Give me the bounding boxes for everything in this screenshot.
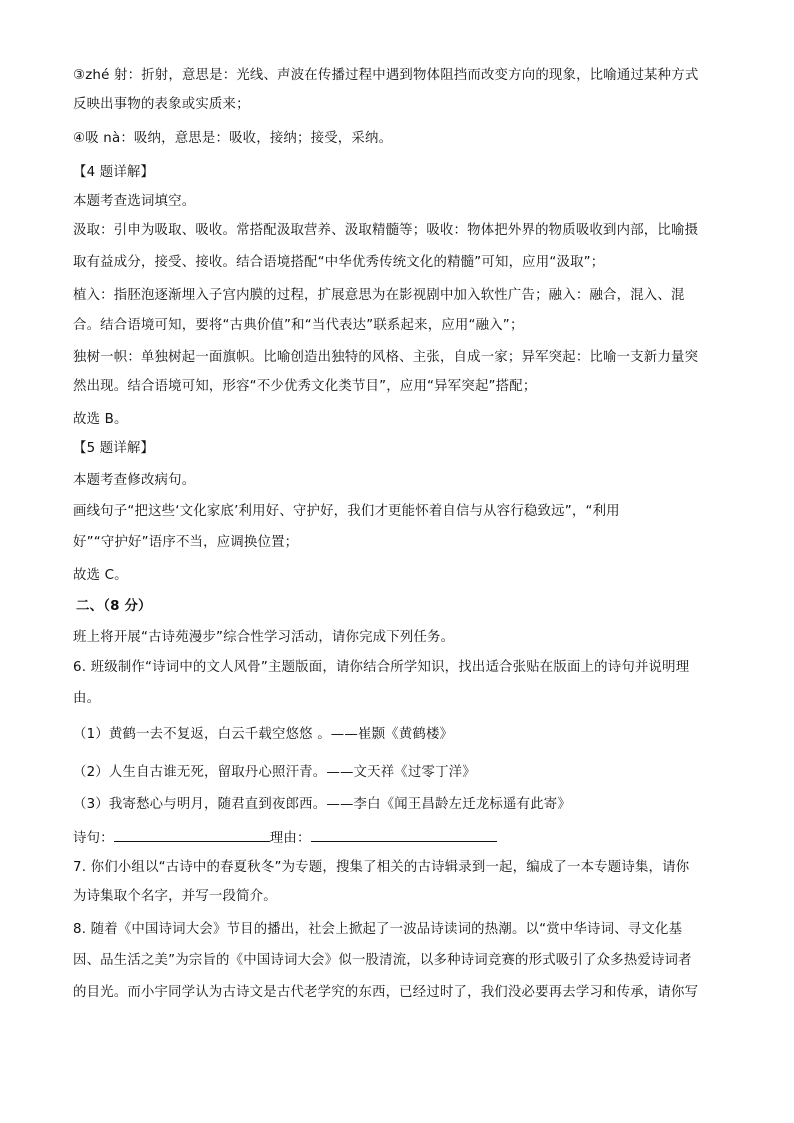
text-line: ③zhé 射：折射，意思是：光线、声波在传播过程中遇到物体阻挡而改变方向的现象，比喻通过某种方式 [73,68,699,83]
text-line: 故选 C。 [73,568,128,583]
text-line: 反映出事物的表象或实质来； [73,97,250,112]
text-line: 班上将开展“古诗苑漫步”综合性学习活动，请你完成下列任务。 [73,630,455,645]
poem-answer-blank[interactable] [114,826,270,842]
text-line: 然出现。结合语境可知，形容“不少优秀文化类节目”，应用“异军突起”搭配； [73,379,537,394]
question-text: 7. 你们小组以“古诗中的春夏秋冬”为专题，搜集了相关的古诗辑录到一起，编成了一本专题诗集，请你 [73,860,690,875]
answer-row [73,826,497,849]
question-text: 因、品生活之美”为宗旨的《中国诗词大会》似一股清流，以多种诗词竞赛的形式吸引了众多热爱诗词者 [73,953,692,968]
text-line: 汲取：引申为吸取、吸收。常搭配汲取营养、汲取精髓等；吸收：物体把外界的物质吸收到内部，比喻摄 [73,223,699,238]
question-text: 由。 [73,691,101,706]
question-text: 8. 随着《中国诗词大会》节目的播出，社会上掀起了一波品诗读词的热潮。以“赏中华诗词、寻文化基 [73,922,683,937]
poem-option: （2）人生自古谁无死，留取丹心照汗青。——文天祥《过零丁洋》 [73,765,476,780]
text-line: 画线句子“把这些‘文化家底’利用好、守护好，我们才更能怀着自信与从容行稳致远”，“利用 [73,504,620,519]
text-line: 植入：指胚泡逐渐埋入子宫内膜的过程，扩展意思为在影视剧中加入软性广告；融入：融合，混入、混 [73,288,685,303]
section-heading: 【4 题详解】 [73,165,155,180]
question-text: 为诗集取个名字，并写一段简介。 [73,889,277,904]
poem-label: 诗句： [73,831,114,846]
reason-answer-blank[interactable] [311,826,497,842]
text-line: 本题考查修改病句。 [73,473,196,488]
section-heading: 【5 题详解】 [73,441,155,456]
text-line: 独树一帜：单独树起一面旗帜。比喻创造出独特的风格、主张，自成一家；异军突起：比喻一支新力量突 [73,350,699,365]
poem-option: （1）黄鹤一去不复返，白云千载空悠悠 。——崔颢《黄鹤楼》 [73,727,454,742]
reason-label: 理由： [269,831,311,846]
text-line: 合。结合语境可知，要将“古典价值”和“当代表达”联系起来，应用“融入”； [73,318,524,333]
text-line: ④吸 nà：吸纳，意思是：吸收，接纳；接受，采纳。 [73,131,393,146]
text-line: 好”“守护好”语序不当，应调换位置； [73,535,299,550]
text-line: 取有益成分，接受、接收。结合语境搭配“中华优秀传统文化的精髓”可知，应用“汲取”； [73,255,605,270]
poem-option: （3）我寄愁心与明月，随君直到夜郎西。——李白《闻王昌龄左迁龙标遥有此寄》 [73,797,571,812]
question-text: 6. 班级制作“诗词中的文人风骨”主题版面，请你结合所学知识，找出适合张贴在版面上的诗句并说明理 [73,660,690,675]
text-line: 本题考查选词填空。 [73,194,196,209]
question-text: 的目光。而小宇同学认为古诗文是古代老学究的东西，已经过时了，我们没必要再去学习和传承，请你写 [73,985,699,1000]
part-heading: 二、（8 分） [76,599,152,614]
text-line: 故选 B。 [73,412,128,427]
